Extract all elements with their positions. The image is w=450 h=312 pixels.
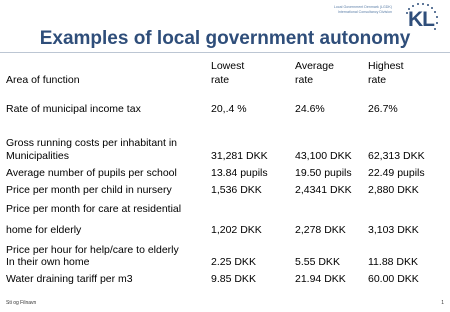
row-lowest: 31,281 DKK (211, 150, 268, 162)
row-average: 19.50 pupils (295, 167, 352, 179)
row-label-line-2: In their own home (6, 256, 90, 268)
row-label: Water draining tariff per m3 (6, 273, 133, 285)
row-highest: 62,313 DKK (368, 150, 425, 162)
row-label: Gross running costs per inhabitant in (6, 137, 178, 149)
header-average: Average (295, 60, 334, 72)
row-highest: 2,880 DKK (368, 184, 419, 196)
row-average: 2,4341 DKK (295, 184, 352, 196)
row-highest: 26.7% (368, 103, 398, 115)
row-highest: 60.00 DKK (368, 273, 419, 285)
header-highest: Highest (368, 60, 404, 72)
header-lowest-rate: rate (211, 74, 230, 86)
organization-line-1: Local Government Denmark (LGDK) (333, 5, 392, 9)
row-lowest: 1,202 DKK (211, 224, 262, 236)
row-lowest: 2.25 DKK (211, 256, 256, 268)
row-highest: 3,103 DKK (368, 224, 419, 236)
row-lowest: 9.85 DKK (211, 273, 256, 285)
row-label-line-2: home for elderly (6, 224, 82, 236)
footer-file-path: Sti og Filnavn (6, 300, 37, 306)
page-number: 1 (441, 300, 444, 306)
row-label: Price per month per child in nursery (6, 184, 172, 196)
row-average: 24.6% (295, 103, 325, 115)
slide-title: Examples of local government autonomy (39, 28, 411, 49)
row-lowest: 20,.4 % (211, 103, 247, 115)
logo-text: KL (408, 8, 434, 31)
row-highest: 11.88 DKK (368, 256, 419, 268)
row-highest: 22.49 pupils (368, 167, 425, 179)
row-label: Average number of pupils per school (6, 167, 177, 179)
row-label: Price per hour for help/care to elderly (6, 244, 179, 256)
row-average: 5.55 DKK (295, 256, 340, 268)
organization-line-2: International Consultancy Division (337, 10, 392, 14)
row-label: Price per month for care at residential (6, 203, 182, 215)
header-average-rate: rate (295, 74, 314, 86)
row-average: 2,278 DKK (295, 224, 346, 236)
row-label: Rate of municipal income tax (6, 103, 141, 115)
title-divider (0, 52, 450, 53)
row-lowest: 13.84 pupils (211, 167, 268, 179)
row-lowest: 1,536 DKK (211, 184, 262, 196)
organization-name (282, 5, 392, 15)
row-average: 43,100 DKK (295, 150, 352, 162)
header-highest-rate: rate (368, 74, 387, 86)
row-average: 21.94 DKK (295, 273, 346, 285)
header-area-of-function: Area of function (6, 74, 80, 86)
header-lowest: Lowest (211, 60, 245, 72)
row-label-line-2: Municipalities (6, 150, 70, 162)
